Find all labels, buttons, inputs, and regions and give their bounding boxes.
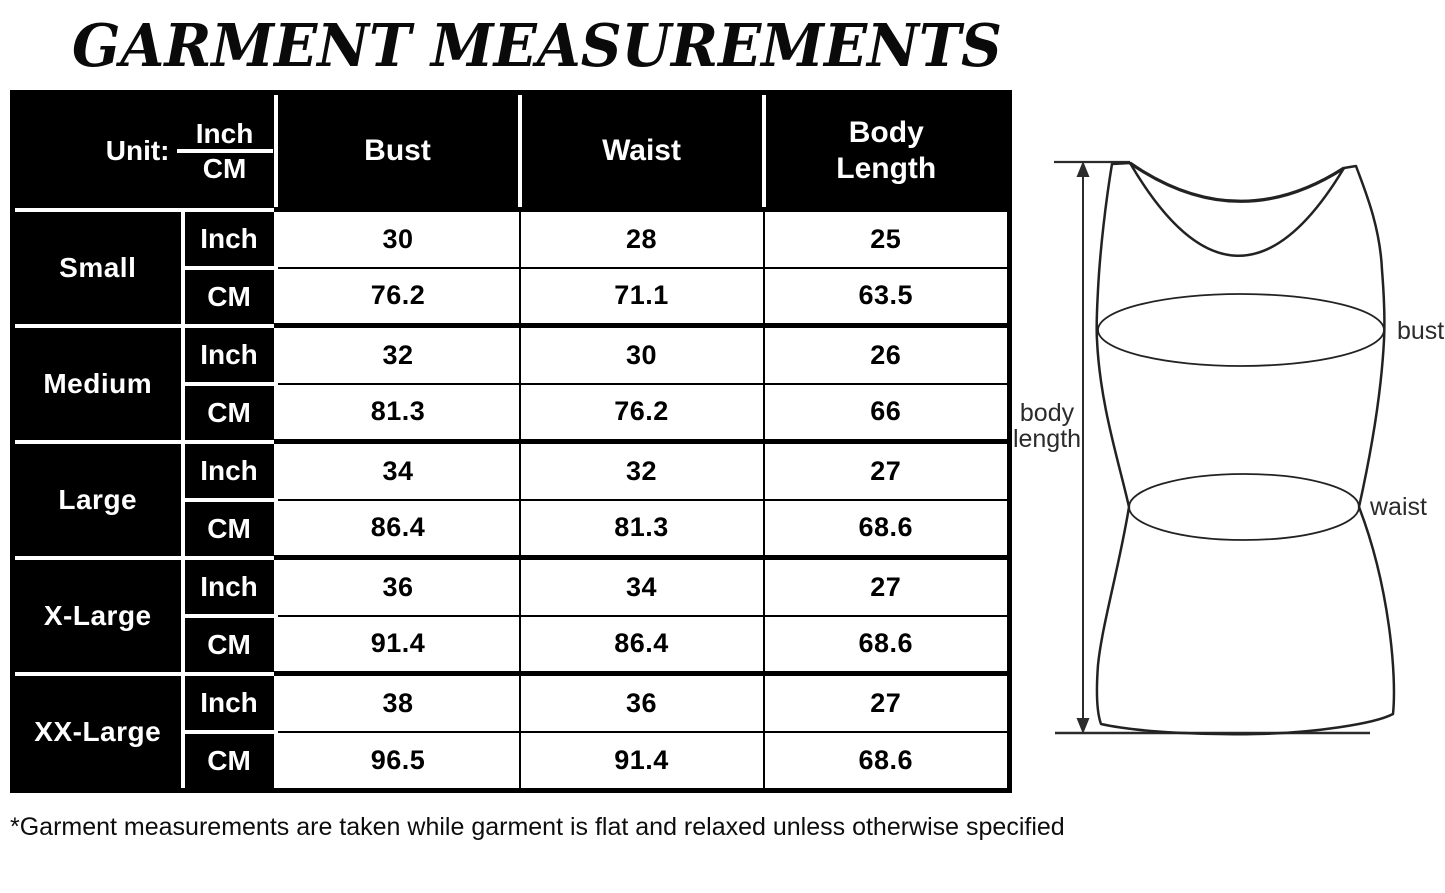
- table-row: [13, 558, 1010, 616]
- cell-medium-inch-bodylength: 26: [764, 326, 1010, 384]
- unit-inch-label: Inch: [195, 117, 254, 149]
- tank-top-diagram: [1012, 130, 1445, 790]
- unit-row-label-cm: CM: [183, 500, 276, 558]
- unit-row-label-inch: Inch: [183, 442, 276, 500]
- cell-medium-inch-waist: 30: [520, 326, 764, 384]
- size-label-large: Large: [13, 442, 183, 558]
- unit-row-label-inch: Inch: [183, 558, 276, 616]
- unit-row-label-cm: CM: [183, 268, 276, 326]
- table-row: [13, 326, 1010, 384]
- measurement-disclaimer: *Garment measurements are taken while garment is flat and relaxed unless otherwise specified: [10, 813, 1065, 841]
- table-row: [13, 442, 1010, 500]
- size-label-x-large: X-Large: [13, 558, 183, 674]
- unit-label: Unit:: [105, 135, 170, 167]
- cell-medium-cm-bust: 81.3: [276, 384, 520, 442]
- column-header-waist: [520, 93, 764, 210]
- size-label-small: Small: [13, 210, 183, 326]
- back-neckline: [1130, 163, 1344, 201]
- column-header-bust-label: Bust: [364, 134, 431, 167]
- cell-small-cm-waist: 71.1: [520, 268, 764, 326]
- header-row: [13, 93, 1010, 210]
- body-length-label-line1: body: [1019, 399, 1075, 427]
- bust-label: bust: [1397, 317, 1445, 345]
- cell-medium-cm-bodylength: 66: [764, 384, 1010, 442]
- cell-large-inch-waist: 32: [520, 442, 764, 500]
- cell-medium-cm-waist: 76.2: [520, 384, 764, 442]
- cell-large-cm-bodylength: 68.6: [764, 500, 1010, 558]
- cell-large-cm-bust: 86.4: [276, 500, 520, 558]
- cell-xlarge-inch-bodylength: 27: [764, 558, 1010, 616]
- unit-row-label-cm: CM: [183, 384, 276, 442]
- waist-label: waist: [1370, 493, 1427, 521]
- size-label-medium: Medium: [13, 326, 183, 442]
- cell-xlarge-cm-waist: 86.4: [520, 616, 764, 674]
- cell-large-inch-bust: 34: [276, 442, 520, 500]
- tank-top-outline: [1097, 163, 1394, 734]
- table-row: [13, 674, 1010, 732]
- cell-xxlarge-cm-bodylength: 68.6: [764, 732, 1010, 791]
- unit-row-label-inch: Inch: [183, 674, 276, 732]
- bust-ellipse: [1098, 294, 1384, 366]
- cell-xlarge-inch-waist: 34: [520, 558, 764, 616]
- column-header-waist-label: Waist: [602, 134, 681, 167]
- arrowhead-down-icon: [1077, 718, 1090, 734]
- cell-small-inch-waist: 28: [520, 210, 764, 268]
- waist-ellipse: [1129, 474, 1359, 540]
- unit-row-label-inch: Inch: [183, 326, 276, 384]
- cell-large-cm-waist: 81.3: [520, 500, 764, 558]
- body-length-label-line2: length: [1012, 425, 1082, 453]
- size-chart-table: [10, 90, 1012, 793]
- column-header-body-length-label: Body Length: [836, 116, 937, 185]
- page-title: GARMENT MEASUREMENTS: [72, 11, 1002, 80]
- table-row: [13, 210, 1010, 268]
- unit-group: [15, 119, 274, 184]
- cell-large-inch-bodylength: 27: [764, 442, 1010, 500]
- cell-xlarge-inch-bust: 36: [276, 558, 520, 616]
- unit-fraction: [177, 119, 273, 184]
- column-header-bust: [276, 93, 520, 210]
- unit-cm-label: CM: [202, 153, 247, 185]
- front-neckline: [1130, 163, 1344, 256]
- unit-row-label-cm: CM: [183, 732, 276, 791]
- cell-xxlarge-inch-waist: 36: [520, 674, 764, 732]
- unit-header-cell: [13, 93, 276, 210]
- cell-xlarge-cm-bust: 91.4: [276, 616, 520, 674]
- cell-small-inch-bodylength: 25: [764, 210, 1010, 268]
- cell-medium-inch-bust: 32: [276, 326, 520, 384]
- cell-xxlarge-cm-waist: 91.4: [520, 732, 764, 791]
- arrowhead-up-icon: [1077, 161, 1090, 177]
- cell-xxlarge-cm-bust: 96.5: [276, 732, 520, 791]
- unit-row-label-inch: Inch: [183, 210, 276, 268]
- cell-small-cm-bust: 76.2: [276, 268, 520, 326]
- cell-small-cm-bodylength: 63.5: [764, 268, 1010, 326]
- cell-xxlarge-inch-bodylength: 27: [764, 674, 1010, 732]
- cell-small-inch-bust: 30: [276, 210, 520, 268]
- cell-xxlarge-inch-bust: 38: [276, 674, 520, 732]
- size-label-xx-large: XX-Large: [13, 674, 183, 791]
- cell-xlarge-cm-bodylength: 68.6: [764, 616, 1010, 674]
- column-header-body-length: [764, 93, 1010, 210]
- unit-row-label-cm: CM: [183, 616, 276, 674]
